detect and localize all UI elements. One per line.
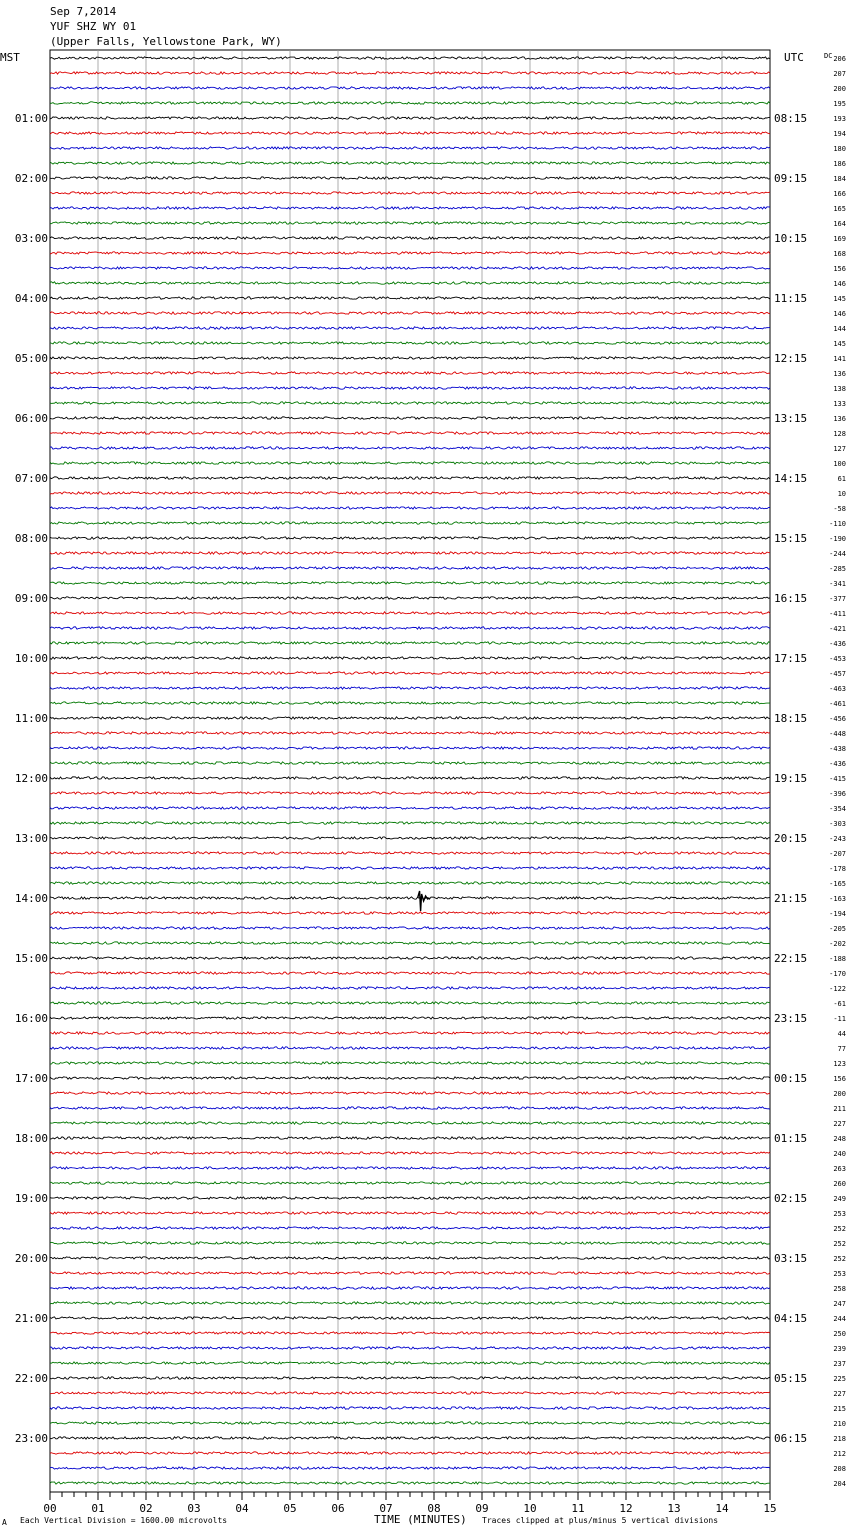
trace-line: [50, 1017, 770, 1019]
x-tick-label: 00: [43, 1502, 57, 1515]
x-tick-label: 06: [331, 1502, 345, 1515]
dc-offset-label: 249: [833, 1195, 846, 1203]
trace-line: [50, 252, 770, 254]
trace-line: [50, 897, 770, 899]
trace-line: [50, 1032, 770, 1034]
x-tick-label: 15: [763, 1502, 777, 1515]
dc-offset-label: -170: [829, 970, 846, 978]
dc-offset-label: -461: [829, 700, 846, 708]
trace-line: [50, 1242, 770, 1244]
footer-mark: A: [2, 1518, 7, 1527]
mst-hour-label: 02:00: [14, 172, 48, 185]
dc-offset-label: 136: [833, 370, 846, 378]
utc-hour-label: 00:15: [774, 1072, 808, 1085]
trace-line: [50, 702, 770, 704]
mst-hour-label: 01:00: [14, 112, 48, 125]
dc-offset-label: 244: [833, 1315, 846, 1323]
dc-offset-label: 77: [837, 1045, 846, 1053]
utc-hour-label: 01:15: [774, 1132, 808, 1145]
trace-line: [50, 207, 770, 209]
dc-offset-label: -421: [829, 625, 846, 633]
trace-line: [50, 462, 770, 464]
dc-offset-label: -415: [829, 775, 846, 783]
trace-line: [50, 1077, 770, 1079]
dc-offset-label: 218: [833, 1435, 846, 1443]
dc-offset-label: 127: [833, 445, 846, 453]
dc-offset-label: 156: [833, 265, 846, 273]
dc-offset-label: 206: [833, 55, 846, 63]
trace-line: [50, 1317, 770, 1319]
trace-line: [50, 957, 770, 959]
x-tick-label: 01: [91, 1502, 105, 1515]
trace-line: [50, 582, 770, 584]
trace-line: [50, 192, 770, 194]
station-code: YUF SHZ WY 01: [50, 20, 137, 33]
dc-offset-label: -354: [829, 805, 846, 813]
dc-offset-label: 133: [833, 400, 846, 408]
trace-line: [50, 1002, 770, 1004]
dc-offset-label: 165: [833, 205, 846, 213]
dc-offset-label: 169: [833, 235, 846, 243]
trace-line: [50, 177, 770, 179]
dc-offset-label: 123: [833, 1060, 846, 1068]
dc-offset-label: 215: [833, 1405, 846, 1413]
dc-offset-label: -11: [833, 1015, 846, 1023]
trace-line: [50, 657, 770, 659]
trace-line: [50, 552, 770, 554]
trace-line: [50, 102, 770, 104]
trace-line: [50, 822, 770, 824]
dc-offset-label: 136: [833, 415, 846, 423]
utc-hour-label: 16:15: [774, 592, 808, 605]
dc-offset-label: -194: [829, 910, 846, 918]
x-tick-label: 14: [715, 1502, 729, 1515]
trace-line: [50, 1107, 770, 1109]
trace-line: [50, 267, 770, 269]
trace-line: [50, 492, 770, 494]
trace-line: [50, 687, 770, 689]
x-tick-label: 07: [379, 1502, 393, 1515]
trace-line: [50, 387, 770, 389]
trace-line: [50, 762, 770, 764]
dc-offset-label: 10: [837, 490, 846, 498]
x-tick-label: 03: [187, 1502, 201, 1515]
mst-hour-label: 14:00: [14, 892, 48, 905]
dc-offset-label: -377: [829, 595, 846, 603]
trace-line: [50, 1437, 770, 1439]
trace-line: [50, 1332, 770, 1334]
dc-offset-label: -456: [829, 715, 846, 723]
trace-line: [50, 537, 770, 539]
trace-line: [50, 672, 770, 674]
dc-offset-label: -202: [829, 940, 846, 948]
dc-offset-label: 164: [833, 220, 846, 228]
utc-hour-label: 04:15: [774, 1312, 808, 1325]
trace-line: [50, 642, 770, 644]
trace-line: [50, 612, 770, 614]
trace-line: [50, 417, 770, 419]
dc-offset-label: 227: [833, 1390, 846, 1398]
dc-offset-label: -457: [829, 670, 846, 678]
mst-hour-label: 17:00: [14, 1072, 48, 1085]
trace-line: [50, 162, 770, 164]
dc-offset-label: 258: [833, 1285, 846, 1293]
trace-line: [50, 1482, 770, 1484]
dc-offset-label: 156: [833, 1075, 846, 1083]
mst-hour-label: 11:00: [14, 712, 48, 725]
utc-axis-label: UTC: [784, 51, 804, 64]
trace-line: [50, 237, 770, 239]
utc-hour-label: 17:15: [774, 652, 808, 665]
trace-line: [50, 522, 770, 524]
utc-hour-label: 03:15: [774, 1252, 808, 1265]
utc-hour-label: 12:15: [774, 352, 808, 365]
dc-offset-label: 250: [833, 1330, 846, 1338]
dc-offset-label: -190: [829, 535, 846, 543]
trace-line: [50, 117, 770, 119]
dc-offset-label: 146: [833, 310, 846, 318]
mst-hour-label: 19:00: [14, 1192, 48, 1205]
dc-offset-label: 145: [833, 295, 846, 303]
utc-hour-label: 18:15: [774, 712, 808, 725]
dc-offset-label: -188: [829, 955, 846, 963]
trace-line: [50, 312, 770, 314]
trace-line: [50, 792, 770, 794]
trace-line: [50, 1152, 770, 1154]
trace-line: [50, 867, 770, 869]
trace-line: [50, 1452, 770, 1454]
trace-line: [50, 282, 770, 284]
trace-line: [50, 72, 770, 74]
mst-hour-label: 20:00: [14, 1252, 48, 1265]
trace-line: [50, 147, 770, 149]
trace-line: [50, 852, 770, 854]
dc-offset-label: -396: [829, 790, 846, 798]
x-tick-label: 11: [571, 1502, 585, 1515]
dc-offset-label: 141: [833, 355, 846, 363]
utc-hour-label: 21:15: [774, 892, 808, 905]
trace-line: [50, 1347, 770, 1349]
dc-offset-label: 194: [833, 130, 846, 138]
trace-line: [50, 1287, 770, 1289]
utc-hour-label: 09:15: [774, 172, 808, 185]
trace-line: [50, 927, 770, 929]
dc-offset-label: -438: [829, 745, 846, 753]
trace-line: [50, 747, 770, 749]
dc-offset-label: 225: [833, 1375, 846, 1383]
dc-offset-label: -61: [833, 1000, 846, 1008]
trace-line: [50, 57, 770, 59]
dc-offset-label: 211: [833, 1105, 846, 1113]
trace-line: [50, 567, 770, 569]
x-tick-label: 02: [139, 1502, 153, 1515]
dc-offset-label: 253: [833, 1210, 846, 1218]
trace-line: [50, 807, 770, 809]
dc-offset-label: -163: [829, 895, 846, 903]
trace-line: [50, 1197, 770, 1199]
trace-line: [50, 1062, 770, 1064]
dc-offset-label: -110: [829, 520, 846, 528]
dc-offset-label: 186: [833, 160, 846, 168]
mst-hour-label: 22:00: [14, 1372, 48, 1385]
dc-offset-label: 253: [833, 1270, 846, 1278]
dc-offset-label: 208: [833, 1465, 846, 1473]
dc-offset-label: 252: [833, 1255, 846, 1263]
trace-line: [50, 1227, 770, 1229]
mst-hour-label: 16:00: [14, 1012, 48, 1025]
dc-offset-label: 184: [833, 175, 846, 183]
trace-line: [50, 1167, 770, 1169]
trace-line: [50, 1422, 770, 1424]
trace-line: [50, 1137, 770, 1139]
dc-offset-label: -58: [833, 505, 846, 513]
utc-hour-label: 11:15: [774, 292, 808, 305]
dc-offset-label: -285: [829, 565, 846, 573]
trace-line: [50, 297, 770, 299]
trace-line: [50, 507, 770, 509]
trace-line: [50, 882, 770, 884]
trace-line: [50, 1407, 770, 1409]
utc-hour-label: 15:15: [774, 532, 808, 545]
dc-offset-label: -207: [829, 850, 846, 858]
mst-hour-label: 03:00: [14, 232, 48, 245]
trace-line: [50, 597, 770, 599]
trace-line: [50, 87, 770, 89]
utc-hour-label: 10:15: [774, 232, 808, 245]
trace-line: [50, 1302, 770, 1304]
trace-line: [50, 1122, 770, 1124]
dc-offset-label: 44: [837, 1030, 846, 1038]
clip-note: Traces clipped at plus/minus 5 vertical divisions: [482, 1516, 719, 1525]
trace-line: [50, 777, 770, 779]
trace-line: [50, 912, 770, 914]
utc-hour-label: 19:15: [774, 772, 808, 785]
trace-line: [50, 1272, 770, 1274]
mst-hour-label: 23:00: [14, 1432, 48, 1445]
trace-line: [50, 1467, 770, 1469]
mst-hour-label: 21:00: [14, 1312, 48, 1325]
trace-line: [50, 1377, 770, 1379]
dc-offset-label: -436: [829, 760, 846, 768]
dc-offset-label: 144: [833, 325, 846, 333]
utc-hour-label: 20:15: [774, 832, 808, 845]
event-spike: [418, 891, 430, 911]
dc-offset-label: 240: [833, 1150, 846, 1158]
dc-offset-label: 193: [833, 115, 846, 123]
trace-line: [50, 372, 770, 374]
dc-offset-label: 227: [833, 1120, 846, 1128]
trace-line: [50, 132, 770, 134]
dc-offset-label: 200: [833, 85, 846, 93]
mst-hour-label: 13:00: [14, 832, 48, 845]
vertical-division-note: Each Vertical Division = 1600.00 microvolts: [20, 1516, 228, 1525]
x-tick-label: 10: [523, 1502, 537, 1515]
trace-line: [50, 987, 770, 989]
dc-offset-label: 207: [833, 70, 846, 78]
dc-offset-label: -436: [829, 640, 846, 648]
mst-hour-label: 07:00: [14, 472, 48, 485]
trace-line: [50, 447, 770, 449]
trace-line: [50, 837, 770, 839]
trace-line: [50, 222, 770, 224]
dc-offset-label: 204: [833, 1480, 846, 1488]
dc-offset-label: 200: [833, 1090, 846, 1098]
dc-offset-label: -165: [829, 880, 846, 888]
trace-line: [50, 1392, 770, 1394]
dc-offset-label: -244: [829, 550, 846, 558]
dc-offset-label: 247: [833, 1300, 846, 1308]
dc-offset-label: 210: [833, 1420, 846, 1428]
dc-offset-label: 166: [833, 190, 846, 198]
x-axis-label: TIME (MINUTES): [374, 1513, 467, 1526]
dc-offset-label: -178: [829, 865, 846, 873]
trace-line: [50, 477, 770, 479]
trace-line: [50, 342, 770, 344]
dc-offset-label: -122: [829, 985, 846, 993]
utc-hour-label: 13:15: [774, 412, 808, 425]
trace-line: [50, 357, 770, 359]
station-location: (Upper Falls, Yellowstone Park, WY): [50, 35, 282, 48]
dc-offset-label: -341: [829, 580, 846, 588]
utc-hour-label: 22:15: [774, 952, 808, 965]
mst-hour-label: 05:00: [14, 352, 48, 365]
dc-offset-label: 146: [833, 280, 846, 288]
mst-hour-label: 15:00: [14, 952, 48, 965]
mst-hour-label: 04:00: [14, 292, 48, 305]
trace-line: [50, 942, 770, 944]
dc-offset-label: 252: [833, 1225, 846, 1233]
trace-line: [50, 1182, 770, 1184]
dc-offset-label: 100: [833, 460, 846, 468]
dc-offset-label: 61: [837, 475, 846, 483]
utc-hour-label: 06:15: [774, 1432, 808, 1445]
dc-offset-label: -453: [829, 655, 846, 663]
utc-hour-label: 14:15: [774, 472, 808, 485]
x-tick-label: 05: [283, 1502, 297, 1515]
utc-hour-label: 08:15: [774, 112, 808, 125]
dc-offset-label: 263: [833, 1165, 846, 1173]
trace-line: [50, 1257, 770, 1259]
trace-line: [50, 732, 770, 734]
trace-line: [50, 327, 770, 329]
utc-hour-label: 02:15: [774, 1192, 808, 1205]
dc-offset-label: -463: [829, 685, 846, 693]
trace-line: [50, 1212, 770, 1214]
x-tick-label: 12: [619, 1502, 633, 1515]
trace-line: [50, 1092, 770, 1094]
dc-label: DC: [824, 52, 833, 60]
x-tick-label: 08: [427, 1502, 441, 1515]
mst-axis-label: MST: [0, 51, 20, 64]
mst-hour-label: 06:00: [14, 412, 48, 425]
x-tick-label: 13: [667, 1502, 681, 1515]
dc-offset-label: 252: [833, 1240, 846, 1248]
dc-offset-label: 237: [833, 1360, 846, 1368]
chart-date: Sep 7,2014: [50, 5, 117, 18]
mst-hour-label: 12:00: [14, 772, 48, 785]
dc-offset-label: 180: [833, 145, 846, 153]
dc-offset-label: -243: [829, 835, 846, 843]
dc-offset-label: -411: [829, 610, 846, 618]
mst-hour-label: 10:00: [14, 652, 48, 665]
trace-line: [50, 432, 770, 434]
trace-line: [50, 1047, 770, 1049]
dc-offset-label: 195: [833, 100, 846, 108]
trace-line: [50, 1362, 770, 1364]
mst-hour-label: 18:00: [14, 1132, 48, 1145]
trace-line: [50, 402, 770, 404]
trace-line: [50, 717, 770, 719]
dc-offset-label: 248: [833, 1135, 846, 1143]
mst-hour-label: 08:00: [14, 532, 48, 545]
dc-offset-label: 168: [833, 250, 846, 258]
dc-offset-label: 260: [833, 1180, 846, 1188]
x-tick-label: 04: [235, 1502, 249, 1515]
dc-offset-label: 145: [833, 340, 846, 348]
mst-hour-label: 09:00: [14, 592, 48, 605]
dc-offset-label: -205: [829, 925, 846, 933]
dc-offset-label: 212: [833, 1450, 846, 1458]
trace-line: [50, 627, 770, 629]
dc-offset-label: -303: [829, 820, 846, 828]
utc-hour-label: 05:15: [774, 1372, 808, 1385]
x-tick-label: 09: [475, 1502, 489, 1515]
dc-offset-label: 138: [833, 385, 846, 393]
trace-line: [50, 972, 770, 974]
dc-offset-label: -448: [829, 730, 846, 738]
dc-offset-label: 239: [833, 1345, 846, 1353]
dc-offset-label: 128: [833, 430, 846, 438]
utc-hour-label: 23:15: [774, 1012, 808, 1025]
